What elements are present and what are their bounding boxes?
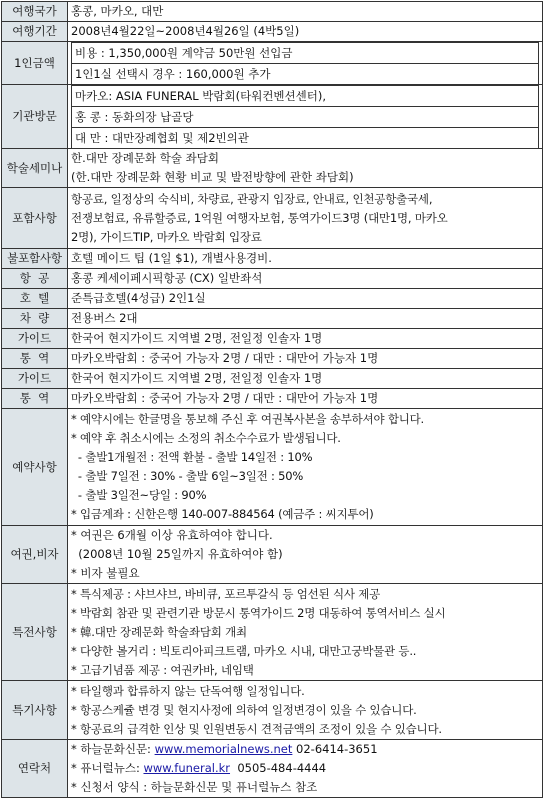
label-reservation: 예약사항 [2, 409, 68, 526]
benefits-line: * 특식제공 : 샤브샤브, 바비큐, 포르투갈식 등 엄선된 식사 제공 [71, 586, 381, 601]
value-guide: 한국어 현지가이드 지역별 2명, 전일정 인솔자 1명 [68, 329, 543, 349]
reservation-line: * 예약 후 취소시에는 소정의 취소수수료가 발생됩니다. [71, 431, 341, 445]
seminar-line: (한.대만 장례문화 현황 비교 및 발전방향에 관한 좌담회) [71, 170, 354, 184]
notes-line: * 항공스케쥴 변경 및 현지사정에 의하여 일정변경이 있을 수 있습니다. [71, 702, 417, 717]
row-guide [2, 369, 543, 389]
visit-line: 대 만 : 대만장례협회 및 제2빈의관 [72, 128, 539, 149]
value-guide: 한국어 현지가이드 지역별 2명, 전일정 인솔자 1명 [68, 369, 543, 389]
row-reservation [2, 409, 543, 526]
label-guide: 가이드 [2, 329, 68, 349]
value-hotel: 준특급호텔(4성급) 2인1실 [68, 289, 543, 309]
value-vehicle: 전용버스 2대 [68, 309, 543, 329]
label-period: 여행기간 [2, 22, 68, 42]
row-period [2, 22, 543, 42]
passport-line: * 비자 불필요 [71, 566, 140, 580]
included-line: 2명), 가이드TIP, 마카오 박람회 입장료 [71, 229, 262, 244]
travel-info-table [1, 1, 543, 798]
label-notes: 특기사항 [2, 681, 68, 740]
label-visit: 기관방문 [2, 85, 68, 149]
label-included: 포함사항 [2, 188, 68, 249]
row-interpreter [2, 349, 543, 369]
label-guide: 가이드 [2, 369, 68, 389]
price-line: 비용 : 1,350,000원 계약금 50만원 선입금 [72, 43, 539, 64]
contact-line: * 하늘문화신문: www.memorialnews.net 02-6414-3651 [71, 742, 378, 756]
label-airline: 항 공 [2, 269, 68, 289]
visit-line: 마카오: ASIA FUNERAL 박람회(타워컨벤션센터), [72, 86, 539, 107]
label-vehicle: 차 량 [2, 309, 68, 329]
label-interpreter: 통 역 [2, 389, 68, 409]
label-country: 여행국가 [2, 2, 68, 22]
value-interpreter: 마카오박람회 : 중국어 가능자 2명 / 대만 : 대만어 가능자 1명 [68, 389, 543, 409]
passport-line: * 여권은 6개월 이상 유효하여야 합니다. [71, 528, 273, 542]
value-country: 홍콩, 마카오, 대만 [68, 2, 543, 22]
benefits-line: * 박람회 참관 및 관련기관 방문시 통역가이드 2명 대동하여 통역서비스 실시 [71, 605, 446, 620]
row-seminar [2, 149, 543, 188]
row-guide [2, 329, 543, 349]
row-vehicle [2, 309, 543, 329]
notes-line: * 항공료의 급격한 인상 및 인원변동시 견적금액의 조정이 있을 수 있습니다. [71, 721, 442, 736]
row-included [2, 188, 543, 249]
contact-line: * 신청서 양식 : 하늘문화신문 및 퓨너럴뉴스 참조 [71, 780, 318, 794]
row-price [2, 42, 543, 85]
benefits-line: * 고급기념품 제공 : 여권카바, 네임택 [71, 662, 254, 677]
passport-line: (2008년 10월 25일까지 유효하여야 함) [71, 547, 283, 561]
row-hotel [2, 289, 543, 309]
label-price: 1인금액 [2, 42, 68, 85]
included-line: 전쟁보험료, 유류할증료, 1억원 여행자보험, 통역가이드3명 (대만1명, 마카오 [71, 210, 448, 225]
row-visit [2, 85, 543, 149]
benefits-line: * 다양한 볼거리 : 빅토리아피크트램, 마카오 시내, 대만고궁박물관 등.. [71, 643, 417, 658]
row-notes [2, 681, 543, 740]
reservation-line: - 출발 7일전 : 30% - 출발 6일~3일전 : 50% [71, 469, 304, 483]
memorialnews-link[interactable]: www.memorialnews.net [154, 742, 293, 756]
row-excluded [2, 249, 543, 269]
reservation-line: * 예약시에는 한글명을 통보해 주신 후 여권복사본을 송부하셔야 합니다. [71, 412, 425, 426]
visit-line: 홍 콩 : 동화의장 납골당 [72, 107, 539, 128]
reservation-line: * 입금계좌 : 신한은행 140-007-884564 (예금주 : 씨지투어) [71, 507, 374, 521]
label-excluded: 불포함사항 [2, 249, 68, 269]
reservation-line: - 출발 3일전~당일 : 90% [71, 488, 207, 502]
label-benefits: 특전사항 [2, 584, 68, 681]
included-line: 항공료, 일정상의 숙식비, 차량료, 관광지 입장료, 안내료, 인천공항출국세, [71, 191, 433, 206]
value-period: 2008년4월22일~2008년4월26일 (4박5일) [68, 22, 543, 42]
row-contact [2, 740, 543, 798]
seminar-line: 한.대만 장례문화 학술 좌담회 [71, 151, 219, 165]
row-passport [2, 526, 543, 584]
label-hotel: 호 텔 [2, 289, 68, 309]
contact-line: * 퓨너럴뉴스: www.funeral.kr 0505-484-4444 [71, 761, 327, 775]
row-country [2, 2, 543, 22]
row-benefits [2, 584, 543, 681]
benefits-line: * 韓.대만 장례문화 학술좌담회 개최 [71, 624, 247, 639]
value-interpreter: 마카오박람회 : 중국어 가능자 2명 / 대만 : 대만어 가능자 1명 [68, 349, 543, 369]
notes-line: * 타일행과 합류하지 않는 단독여행 일정입니다. [71, 683, 305, 698]
value-excluded: 호텔 메이드 팁 (1일 $1), 개별사용경비. [68, 249, 543, 269]
value-airline: 홍콩 케세이페시픽항공 (CX) 일반좌석 [68, 269, 543, 289]
row-interpreter [2, 389, 543, 409]
row-airline [2, 269, 543, 289]
label-passport: 여권,비자 [2, 526, 68, 584]
funeral-link[interactable]: www.funeral.kr [143, 761, 231, 775]
label-contact: 연락처 [2, 740, 68, 798]
reservation-line: - 출발1개월전 : 전액 환불 - 출발 14일전 : 10% [71, 450, 313, 464]
label-interpreter: 통 역 [2, 349, 68, 369]
price-line: 1인1실 선택시 경우 : 160,000원 추가 [72, 64, 539, 85]
label-seminar: 학술세미나 [2, 149, 68, 188]
